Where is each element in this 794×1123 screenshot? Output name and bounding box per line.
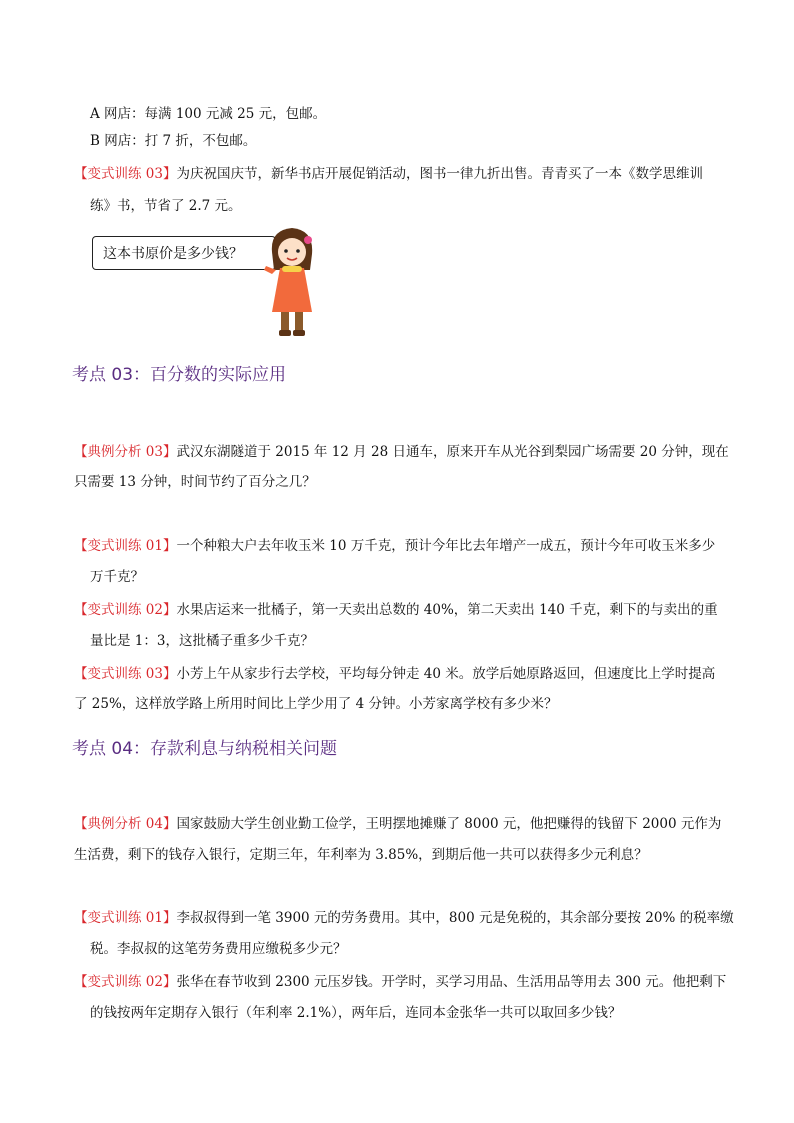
variant-03a-tag: 【变式训练 03】 — [74, 166, 177, 182]
shop-b-text: B 网店：打 7 折，不包邮。 — [90, 133, 257, 149]
variant-03a-line1 — [74, 164, 703, 184]
kp03-example-tag: 【典例分析 03】 — [74, 444, 177, 460]
kp04-example-tag: 【典例分析 04】 — [74, 816, 177, 832]
kp03-v02-line2: 量比是 1：3，这批橘子重多少千克？ — [90, 633, 314, 649]
kp03-v01-line2: 万千克？ — [90, 569, 144, 585]
kp04-v01-line1 — [74, 908, 734, 928]
kp04-v02-line2: 的钱按两年定期存入银行（年利率 2.1%），两年后，连同本金张华一共可以取回多少钱？ — [90, 1005, 622, 1021]
kp04-v02-line1 — [74, 972, 726, 992]
kp03-v03-line2: 了 25%，这样放学路上所用时间比上学少用了 4 分钟。小芳家离学校有多少米？ — [74, 696, 558, 712]
speech-bubble — [92, 236, 276, 270]
kp04-example-text1: 国家鼓励大学生创业勤工俭学，王明摆地摊赚了 8000 元，他把赚得的钱留下 2000 元作为 — [176, 816, 722, 832]
kp04-v01-text1: 李叔叔得到一笔 3900 元的劳务费用。其中，800 元是免税的，其余部分要按 20% 的税率缴 — [176, 910, 734, 926]
kp03-v01-tag: 【变式训练 01】 — [74, 538, 177, 554]
kp04-example-line2: 生活费，剩下的钱存入银行，定期三年，年利率为 3.85%，到期后他一共可以获得多少元利息？ — [74, 847, 648, 863]
kp04-v01-tag: 【变式训练 01】 — [74, 910, 177, 926]
section-title-kp03: 考点 03：百分数的实际应用 — [72, 365, 287, 385]
kp03-v03-line1 — [74, 664, 715, 684]
kp03-v03-text1: 小芳上午从家步行去学校，平均每分钟走 40 米。放学后她原路返回，但速度比上学时提高 — [176, 666, 716, 682]
variant-03a-text1: 为庆祝国庆节，新华书店开展促销活动，图书一律九折出售。青青买了一本《数学思维训 — [176, 166, 703, 182]
speech-bubble-text: 这本书原价是多少钱？ — [103, 246, 243, 262]
kp04-example-line1 — [74, 814, 721, 834]
kp03-example-line1 — [74, 442, 729, 462]
kp03-example-line2: 只需要 13 分钟，时间节约了百分之几？ — [74, 474, 316, 490]
section-title-kp04: 考点 04：存款利息与纳税相关问题 — [72, 739, 338, 759]
kp04-v01-line2: 税。李叔叔的这笔劳务费用应缴税多少元？ — [90, 941, 347, 957]
kp03-example-text1: 武汉东湖隧道于 2015 年 12 月 28 日通车，原来开车从光谷到梨园广场需要 20 分钟，现在 — [176, 444, 729, 460]
shop-a-text: A 网店：每满 100 元减 25 元，包邮。 — [90, 106, 327, 122]
kp03-v02-tag: 【变式训练 02】 — [74, 602, 177, 618]
kp04-v02-tag: 【变式训练 02】 — [74, 974, 177, 990]
kp03-v03-tag: 【变式训练 03】 — [74, 666, 177, 682]
variant-03a-line2: 练》书，节省了 2.7 元。 — [90, 198, 242, 214]
kp03-v01-text1: 一个种粮大户去年收玉米 10 万千克，预计今年比去年增产一成五，预计今年可收玉米多少 — [176, 538, 716, 554]
kp04-v02-text1: 张华在春节收到 2300 元压岁钱。开学时，买学习用品、生活用品等用去 300 元。他把剩下 — [176, 974, 727, 990]
kp03-v02-line1 — [74, 600, 718, 620]
kp03-v02-text1: 水果店运来一批橘子，第一天卖出总数的 40%，第二天卖出 140 千克，剩下的与卖出的重 — [176, 602, 718, 618]
kp03-v01-line1 — [74, 536, 715, 556]
girl-illustration-icon — [262, 222, 322, 342]
